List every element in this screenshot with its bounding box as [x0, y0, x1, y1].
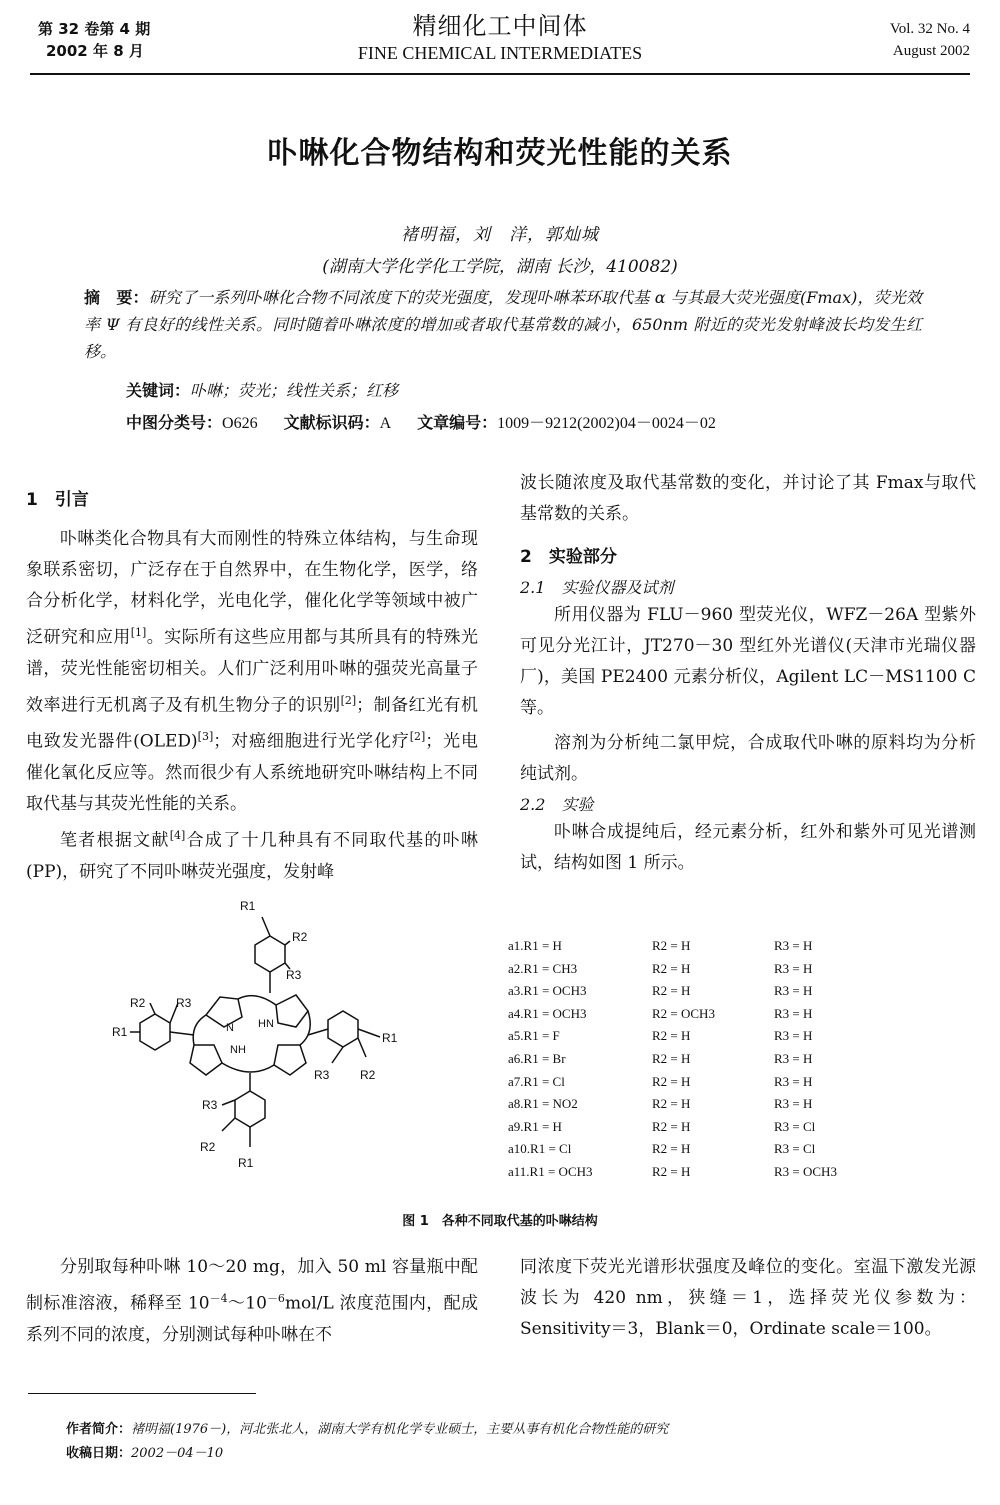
intro2-text-b: 合成了十几种具有不同取代基的卟啉(PP)，研究了不同卟啉荧光强度，发射峰	[26, 830, 479, 882]
volume-cn: 第 32 卷第 4 期	[38, 20, 151, 38]
label-r2-top: R2	[292, 930, 308, 944]
substituent-r1-value: R1 = Br	[523, 1050, 566, 1066]
header-center	[0, 10, 1000, 64]
doc-label: 文献标识码：	[283, 413, 380, 432]
substituent-list	[508, 935, 837, 1184]
intro-text-d: ；对癌细胞进行光学化疗	[213, 731, 410, 752]
experiment-paragraph: 卟啉合成提纯后，经元素分析，红外和紫外可见光谱测试，结构如图 1 所示。	[520, 822, 976, 873]
received-date: 2002－04－10	[131, 1446, 224, 1461]
label-r3-left: R3	[176, 996, 192, 1010]
doc-value: A	[379, 415, 392, 432]
label-r2-left: R2	[130, 996, 146, 1010]
substituent-r1-value: R1 = NO2	[523, 1096, 578, 1112]
substituent-row	[508, 1093, 837, 1116]
label-r3-right: R3	[314, 1068, 330, 1082]
substituent-r3: R3 = H	[774, 1073, 813, 1089]
substituent-id: a10.	[508, 1141, 531, 1157]
abstract-text: 研究了一系列卟啉化合物不同浓度下的荧光强度，发现卟啉苯环取代基 α 与其最大荧光强度(Fmax)，荧光效率 Ψ 有良好的线性关系。同时随着卟啉浓度的增加或者取代基常数的减小，650nm 附近的荧光发射峰波长均发生红移。	[84, 288, 922, 361]
journal-title-cn: 精细化工中间体	[412, 12, 588, 40]
substituent-r3: R3 = H	[774, 960, 813, 976]
bottom-left-text-c: mol/L 浓度范围内，配成系列不同的浓度，分别测试每种卟啉在不	[26, 1293, 478, 1345]
intro-text-b: 。实际所有这些应用都与其所具有的特殊光谱，荧光性能密切相关。人们广泛利用卟啉的强荧光高量子效率进行无机离子及有机生物分子的识别	[26, 627, 479, 716]
bottom-left-text-b: ～10	[227, 1293, 267, 1314]
substituent-r2: R2 = H	[652, 1141, 691, 1157]
substituent-r1	[508, 1048, 652, 1071]
header-rule	[30, 73, 970, 75]
substituent-r3: R3 = OCH3	[774, 1163, 837, 1179]
substituent-r1	[508, 1025, 652, 1048]
substituent-id: a1.	[508, 938, 524, 953]
bottom-left-paragraph	[26, 1252, 478, 1351]
substituent-r2: R2 = OCH3	[652, 1005, 715, 1021]
right-column	[520, 468, 976, 879]
substituent-id: a8.	[508, 1096, 524, 1112]
bottom-right-paragraph	[520, 1252, 976, 1345]
substituent-r3: R3 = H	[774, 938, 813, 953]
substituent-r2: R2 = H	[652, 938, 691, 953]
substituent-r1	[508, 1138, 652, 1161]
intro2-text-a: 笔者根据文献	[60, 830, 170, 851]
substituent-r1-value: R1 = Cl	[523, 1073, 565, 1089]
substituent-r1	[508, 1161, 652, 1184]
intro-paragraph-2	[26, 820, 478, 888]
label-r1-right: R1	[382, 1031, 398, 1045]
right-paragraph-0: 波长随浓度及取代基常数的变化，并讨论了其 Fmax与取代基常数的关系。	[520, 473, 976, 524]
substituent-r3: R3 = H	[774, 1050, 813, 1066]
intro-text-a: 卟啉类化合物具有大而刚性的特殊立体结构，与生命现象联系密切，广泛存在于自然界中，在生物化学，医学，络合分析化学，材料化学，光电化学，催化化学等领域中被广泛研究和应用	[26, 529, 478, 648]
ref-4: [4]	[169, 828, 186, 842]
substituent-r3: R3 = H	[774, 983, 813, 999]
substituent-r1-value: R1 = F	[523, 1028, 560, 1044]
substituent-r3: R3 = H	[774, 1028, 813, 1044]
substituent-r3: R3 = Cl	[774, 1118, 816, 1134]
substituent-r3: R3 = H	[774, 1096, 813, 1112]
substituent-id: a4.	[508, 1005, 524, 1021]
substituent-id: a9.	[508, 1118, 524, 1134]
label-r1-left: R1	[112, 1025, 128, 1039]
journal-title-en: FINE CHEMICAL INTERMEDIATES	[357, 43, 643, 63]
abstract-label: 摘 要：	[84, 288, 149, 307]
label-r1-bottom: R1	[238, 1156, 254, 1170]
substituent-row	[508, 1025, 837, 1048]
substituent-r1	[508, 1003, 652, 1026]
ref-2: [2]	[340, 693, 357, 707]
footnote	[66, 1418, 668, 1466]
bottom-right-text: 同浓度下荧光光谱形状强度及峰位的变化。室温下激发光源波长为 420 nm，狭缝＝1，选择荧光仪参数为：Sensitivity＝3，Blank＝0，Ordinate scale＝100。	[520, 1257, 976, 1339]
clc-label: 中图分类号：	[126, 413, 223, 432]
substituent-r1	[508, 935, 652, 958]
substituent-id: a11.	[508, 1163, 530, 1179]
substituent-r2: R2 = H	[652, 1118, 691, 1134]
substituent-row	[508, 1116, 837, 1139]
header-right	[890, 18, 970, 62]
porphyrin-structure	[110, 895, 420, 1175]
substituent-row	[508, 1161, 837, 1184]
authors: 褚明福，刘 洋，郭灿城	[401, 225, 599, 245]
author-bio-text: 褚明福(1976－)，河北张北人，湖南大学有机化学专业硕士，主要从事有机化合物性能的研究	[131, 1422, 669, 1437]
bottom-left-text-a: 分别取每种卟啉 10～20 mg，加入 50 ml 容量瓶中配制标准溶液，稀释至 10	[26, 1257, 478, 1314]
substituent-r1	[508, 1093, 652, 1116]
label-r1-top: R1	[240, 899, 256, 913]
subsection-2-1: 2.1 实验仪器及试剂	[520, 578, 674, 597]
volume-en: Vol. 32 No. 4	[889, 21, 970, 37]
substituent-r2: R2 = H	[652, 960, 691, 976]
figure-caption: 图 1 各种不同取代基的卟啉结构	[402, 1214, 598, 1229]
keywords-label: 关键词：	[126, 381, 191, 400]
label-r2-right: R2	[360, 1068, 376, 1082]
substituent-id: a6.	[508, 1050, 524, 1066]
date-en: August 2002	[892, 43, 970, 59]
footnote-rule	[28, 1393, 256, 1394]
author-bio-label: 作者简介：	[66, 1422, 132, 1437]
section-1-heading: 1 引言	[26, 490, 89, 510]
ref-2b: [2]	[409, 730, 426, 744]
affiliation: (湖南大学化学化工学院，湖南 长沙，410082)	[322, 257, 678, 277]
instruments-paragraph: 所用仪器为 FLU－960 型荧光仪，WFZ－26A 型紫外可见分光江计，JT270－30 型红外光谱仪(天津市光瑞仪器厂)，美国 PE2400 元素分析仪，Agilent LC－MS1100 C 等。	[520, 605, 976, 718]
substituent-r1-value: R1 = H	[523, 1118, 562, 1134]
received-label: 收稿日期：	[66, 1446, 132, 1461]
section-2-heading: 2 实验部分	[520, 547, 617, 567]
exponent-1: －4	[209, 1292, 228, 1305]
substituent-id: a5.	[508, 1028, 524, 1044]
abstract	[84, 284, 922, 365]
substituent-row	[508, 1003, 837, 1026]
substituent-r2: R2 = H	[652, 1073, 691, 1089]
label-r2-bottom: R2	[200, 1140, 216, 1154]
substituent-r2: R2 = H	[652, 1028, 691, 1044]
substituent-row	[508, 958, 837, 981]
substituent-r1	[508, 1116, 652, 1139]
substituent-r2: R2 = H	[652, 1050, 691, 1066]
substituent-r1	[508, 1071, 652, 1094]
substituent-id: a3.	[508, 983, 524, 999]
substituent-r1-value: R1 = H	[523, 938, 562, 953]
substituent-r3: R3 = H	[774, 1005, 813, 1021]
label-nh: NH	[230, 1044, 246, 1056]
substituent-r3: R3 = Cl	[774, 1141, 816, 1157]
ref-3: [3]	[197, 730, 214, 744]
intro-text-e: ；光电催化氧化反应等。然而很少有人系统地研究卟啉结构上不同取代基与其荧光性能的关系。	[26, 731, 479, 814]
substituent-row	[508, 1138, 837, 1161]
label-r3-top: R3	[286, 968, 302, 982]
clc-value: O626	[222, 415, 258, 432]
solvent-paragraph: 溶剂为分析纯二氯甲烷，合成取代卟啉的原料均为分析纯试剂。	[520, 733, 976, 784]
substituent-r1	[508, 958, 652, 981]
substituent-r2: R2 = H	[652, 1096, 691, 1112]
substituent-row	[508, 935, 837, 958]
substituent-r1-value: R1 = OCH3	[529, 1163, 593, 1179]
exponent-2: －6	[266, 1292, 285, 1305]
article-label: 文章编号：	[417, 413, 498, 432]
classification	[126, 410, 716, 433]
label-r3-bottom: R3	[202, 1098, 218, 1112]
substituent-r1-value: R1 = Cl	[530, 1141, 572, 1157]
substituent-id: a2.	[508, 960, 524, 976]
substituent-row	[508, 1071, 837, 1094]
intro-text-c: ；制备红光有机电致发光器件(OLED)	[26, 695, 479, 752]
substituent-r1-value: R1 = OCH3	[523, 983, 587, 999]
substituent-r1-value: R1 = CH3	[523, 960, 578, 976]
keywords-text: 卟啉；荧光；线性关系；红移	[190, 381, 399, 400]
substituent-r1	[508, 980, 652, 1003]
substituent-r2: R2 = H	[652, 983, 691, 999]
label-n: N	[226, 1022, 234, 1034]
keywords	[126, 378, 398, 401]
substituent-row	[508, 980, 837, 1003]
label-hn: HN	[258, 1018, 274, 1030]
substituent-r1-value: R1 = OCH3	[523, 1005, 587, 1021]
paper-title: 卟啉化合物结构和荧光性能的关系	[267, 136, 733, 171]
substituent-r2: R2 = H	[652, 1163, 691, 1179]
intro-paragraph-1	[26, 524, 478, 820]
date-cn: 2002 年 8 月	[46, 42, 144, 60]
subsection-2-2: 2.2 实验	[520, 795, 594, 814]
left-column	[26, 485, 478, 888]
ref-1: [1]	[130, 626, 147, 639]
article-value: 1009－9212(2002)04－0024－02	[497, 415, 716, 432]
substituent-row	[508, 1048, 837, 1071]
substituent-id: a7.	[508, 1073, 524, 1089]
